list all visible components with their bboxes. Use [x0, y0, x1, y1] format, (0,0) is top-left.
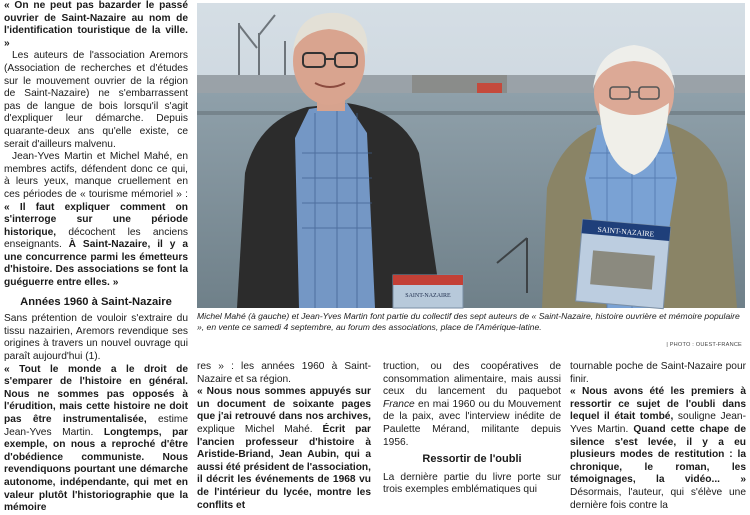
book-right [576, 219, 671, 308]
bottom-column-3 [570, 361, 746, 511]
paragraph-origins: Sans prétention de vouloir s'extraire du tissu nazairien, Aremors revendique ses origines à travers un nouvel ouvrage qui paraît aujourd'hui (1). [4, 313, 188, 363]
photo-credit: | PHOTO : OUEST-FRANCE [666, 342, 742, 348]
col3-text-a: tournable poche de Saint-Nazaire pour finir. [570, 361, 746, 385]
paragraph-authors: Jean-Yves Martin et Michel Mahé, en membres actifs, défendent donc ce qui, à leurs yeux, manque cruellement en ces périodes de « tourisme mémoriel » : « Il faut expliquer comment on s'interroge sur une période historique, décochent les anciens enseignants. À Saint-Nazaire, il y a une concurrence parmi les émetteurs d'histoire. Des associations se font la guéguerre entre elles. » [4, 151, 188, 289]
bottom-column-1 [197, 361, 371, 511]
bottom-column-2 [383, 361, 561, 500]
article-photo [197, 3, 745, 308]
col2-subheading: Ressortir de l'oubli [422, 453, 522, 466]
paragraph-quote-martin: « Tout le monde a le droit de s'emparer de l'histoire en général. Nous ne sommes pas opposés à l'érudition, mais cette histoire ne doit pas être instrumentalisée, estime Jean-Yves Martin. Longtemps, par exemple, on nous a reproché d'être d'obédience communiste. Nous revendiquons pourtant une démarche autonome, indépendante, qui met en valeur plutôt l'historiographie que la mémoire [4, 363, 188, 514]
harbor-portrait-illustration [197, 3, 745, 308]
section-heading: Années 1960 à Saint-Nazaire [20, 295, 172, 308]
col2-text-a: truction, ou des coopératives de consommation alimentaire, mais aussi ceux du lancement du paquebot France en mai 1960 ou du Mouvement de la paix, avec l'interview inédite de Paulette Mérand, militante depuis 1956. [383, 361, 561, 448]
paragraph-aremors: Les auteurs de l'association Aremors (Association de recherches et d'études sur le mouvement ouvrier de la région de Saint-Nazaire) ne s'embarrassent pas de langue de bois lorsqu'il s'agit d'expliquer leur démarche. Depuis quarante-deux ans qu'elle existe, ce serait d'ailleurs malvenu. [4, 50, 188, 150]
book-left-title: SAINT-NAZAIRE [405, 293, 451, 299]
left-article-column [4, 0, 188, 514]
intro-quote: « On ne peut pas bazarder le passé ouvrier de Saint-Nazaire au nom de l'identification touristique de la ville. » [4, 0, 188, 49]
col1-quote: « Nous nous sommes appuyés sur un document de soixante pages que j'ai retrouvé dans nos archives, explique Michel Mahé. Écrit par l'ancien professeur d'histoire à Aristide-Briand, Jean Aubin, qui a aussi été président de l'association, il décrit les événements de 1968 vu de l'intérieur du lycée, montre les conflits et [197, 386, 371, 511]
col3-quote: « Nous avons été les premiers à ressortir ce sujet de l'oubli dans lequel il était tombé, souligne Jean-Yves Martin. Quand cette chape de silence s'est levée, il y a eu plusieurs modes de restitution : la chronique, le roman, les témoignages, la vidéo... » Désormais, l'auteur, qui s'élève une dernière fois contre la [570, 386, 746, 511]
book-left [393, 275, 463, 308]
col2-text-b: La dernière partie du livre porte sur trois exemples emblématiques qui [383, 471, 561, 496]
col1-text-a: res » : les années 1960 à Saint-Nazaire et sa région. [197, 361, 371, 385]
book-right-title: SAINT-NAZAIRE [597, 224, 655, 239]
photo-caption: Michel Mahé (à gauche) et Jean-Yves Martin font partie du collectif des sept auteurs de « Saint-Nazaire, histoire ouvrière et mémoire populaire », en vente ce samedi 4 septembre, au forum des associations, place de l'Amérique-latine. [197, 311, 740, 332]
